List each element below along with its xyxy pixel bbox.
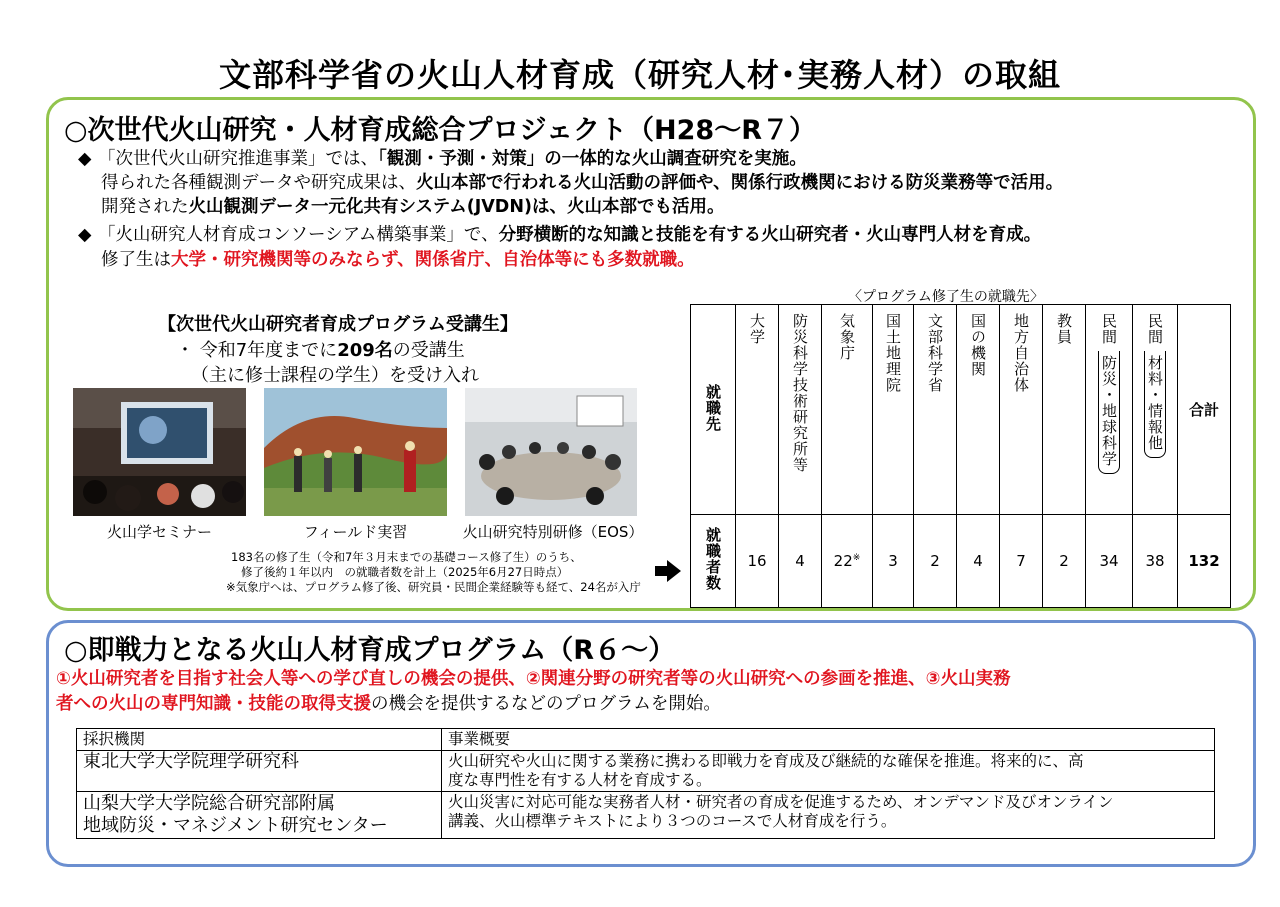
arrow-right-icon <box>655 560 681 582</box>
col-label: 大学 <box>748 313 766 345</box>
diamond-icon: ◆ <box>78 225 92 245</box>
program-count: 209名 <box>337 340 393 361</box>
header-desc: 事業概要 <box>442 729 1215 751</box>
note-line3: ※気象庁へは、プログラム修了後、研究員・民間企業経験等も経て、24名が入庁 <box>226 580 641 594</box>
institution-row <box>77 751 1215 792</box>
desc-cell <box>442 751 1215 792</box>
desc-line: 度な専門性を有する人材を育成する。 <box>448 771 712 789</box>
org-cell: 東北大学大学院理学研究科 <box>77 751 442 792</box>
sub-bracket <box>1144 351 1166 458</box>
institution-header-row <box>77 729 1215 751</box>
col-label: 防災科学技術研究所等 <box>791 313 809 473</box>
col-label: 国土地理院 <box>884 313 902 393</box>
value-cell: 2 <box>1043 515 1086 608</box>
col-jma <box>822 305 873 515</box>
eos-caption: 火山研究特別研修（EOS） <box>462 523 644 541</box>
col-label: 民間 <box>1146 313 1164 345</box>
program-line2: （主に修士課程の学生）を受け入れ <box>191 365 479 386</box>
bullet2-line2-b: 大学・研究機関等のみならず、関係省庁、自治体等にも多数就職。 <box>171 250 695 270</box>
value-head-label: 就職者数 <box>704 527 722 591</box>
value-cell: 4 <box>957 515 1000 608</box>
program-line1 <box>176 336 465 362</box>
program-title: 【次世代火山研究者育成プログラム受講生】 <box>158 314 518 335</box>
bullet1-line3-b: 火山観測データ一元化共有システム(JVDN)は、火山本部でも活用。 <box>188 197 725 217</box>
note-mark: ※ <box>852 553 861 563</box>
section2-intro1: ①火山研究者を目指す社会人等への学び直しの機会の提供、②関連分野の研究者等の火山研究への参画を推進、③火山実務 <box>56 669 1011 689</box>
desc-cell <box>442 792 1215 839</box>
section2-intro-line2 <box>56 693 721 715</box>
eos-photo <box>465 388 637 516</box>
employment-caption: 〈プログラム修了生の就職先〉 <box>848 289 1044 305</box>
org-cell <box>77 792 442 839</box>
note-line1: 183名の修了生（令和7年３月末までの基礎コース修了生）のうち、 <box>231 550 582 564</box>
program-line1-c: の受講生 <box>392 340 465 361</box>
total-label: 合計 <box>1188 401 1219 419</box>
section1-heading: ○次世代火山研究・人材育成総合プロジェクト（H28～R７） <box>64 115 816 146</box>
col-nied <box>779 305 822 515</box>
bullet2-line2 <box>101 249 695 271</box>
bullet1-line3-a: 開発された <box>101 197 189 217</box>
col-mext <box>914 305 957 515</box>
program-line1-a: ・ 令和7年度までに <box>176 340 338 361</box>
col-label: 気象庁 <box>838 313 856 361</box>
col-label: 教員 <box>1055 313 1073 345</box>
desc-line: 火山災害に対応可能な実務者人材・研究者の育成を促進するため、オンデマンド及びオンライン <box>448 793 1114 811</box>
section2-intro-line1 <box>56 668 1010 690</box>
employment-header-row <box>691 305 1231 515</box>
section2-heading: ○即戦力となる火山人材育成プログラム（R６～） <box>64 635 676 666</box>
bullet2-line1 <box>78 224 1041 246</box>
col-sub-label: 防災・地球科学 <box>1100 355 1118 467</box>
col-national <box>957 305 1000 515</box>
institution-table <box>76 728 1215 839</box>
section2-intro2-a: 者への火山の専門知識・技能の取得支援 <box>56 694 371 714</box>
employment-value-row <box>691 515 1231 608</box>
value-head-cell <box>691 515 736 608</box>
bullet1-line2-b: 火山本部で行われる火山活動の評価や、関係行政機関における防災業務等で活用。 <box>416 173 1064 193</box>
value-cell: 34 <box>1086 515 1133 608</box>
total-value-cell: 132 <box>1178 515 1231 608</box>
col-sub-label: 材料・情報他 <box>1146 355 1164 451</box>
page-title: 文部科学省の火山人材育成（研究人材･実務人材）の取組 <box>218 56 1061 94</box>
value-cell-jma <box>822 515 873 608</box>
col-university <box>736 305 779 515</box>
desc-line: 講義、火山標準テキストにより３つのコースで人材育成を行う。 <box>448 812 897 830</box>
bullet1-line1 <box>78 148 807 170</box>
value-cell: 16 <box>736 515 779 608</box>
col-private-geo <box>1086 305 1133 515</box>
desc-line: 火山研究や火山に関する業務に携わる即戦力を育成及び継続的な確保を推進。将来的に、高 <box>448 752 1084 770</box>
value-cell: 3 <box>873 515 914 608</box>
col-total <box>1178 305 1231 515</box>
col-gsi <box>873 305 914 515</box>
row-head-cell <box>691 305 736 515</box>
col-label: 国の機関 <box>969 313 987 377</box>
value-cell: 2 <box>914 515 957 608</box>
col-label: 地方自治体 <box>1012 313 1030 393</box>
bullet1-line2-a: 得られた各種観測データや研究成果は、 <box>101 173 416 193</box>
bullet1-text-b: 「観測・予測・対策」の一体的な火山調査研究を実施。 <box>378 149 807 169</box>
org-line: 地域防災・マネジメント研究センター <box>83 815 388 836</box>
col-teacher <box>1043 305 1086 515</box>
bullet2-text-b: 分野横断的な知識と技能を有する火山研究者・火山専門人材を育成。 <box>498 225 1042 245</box>
col-label: 民間 <box>1100 313 1118 345</box>
section2-intro2-b: の機会を提供するなどのプログラムを開始。 <box>371 694 721 714</box>
row-head-label: 就職先 <box>704 383 722 432</box>
note-line2: 修了後約１年以内 の就職者数を計上（2025年6月27日時点） <box>241 565 569 579</box>
value-cell: 38 <box>1133 515 1178 608</box>
bullet1-line3 <box>101 196 724 218</box>
seminar-photo <box>73 388 246 516</box>
value-text: 22 <box>833 552 853 570</box>
bullet1-line2 <box>101 172 1063 194</box>
col-private-info <box>1133 305 1178 515</box>
seminar-caption: 火山学セミナー <box>106 523 212 541</box>
employment-table <box>690 304 1231 608</box>
header-org: 採択機関 <box>77 729 442 751</box>
org-line: 山梨大学大学院総合研究部附属 <box>83 793 335 814</box>
bullet2-line2-a: 修了生は <box>101 250 171 270</box>
col-label: 文部科学省 <box>926 313 944 393</box>
institution-row <box>77 792 1215 839</box>
bullet1-text-a: 「次世代火山研究推進事業」では、 <box>98 149 378 169</box>
sub-bracket <box>1098 351 1120 474</box>
field-caption: フィールド実習 <box>303 523 408 541</box>
diamond-icon: ◆ <box>78 149 92 169</box>
bullet2-text-a: 「火山研究人材育成コンソーシアム構築事業」で、 <box>98 225 499 245</box>
value-cell: 4 <box>779 515 822 608</box>
col-local <box>1000 305 1043 515</box>
field-photo <box>264 388 447 516</box>
value-cell: 7 <box>1000 515 1043 608</box>
